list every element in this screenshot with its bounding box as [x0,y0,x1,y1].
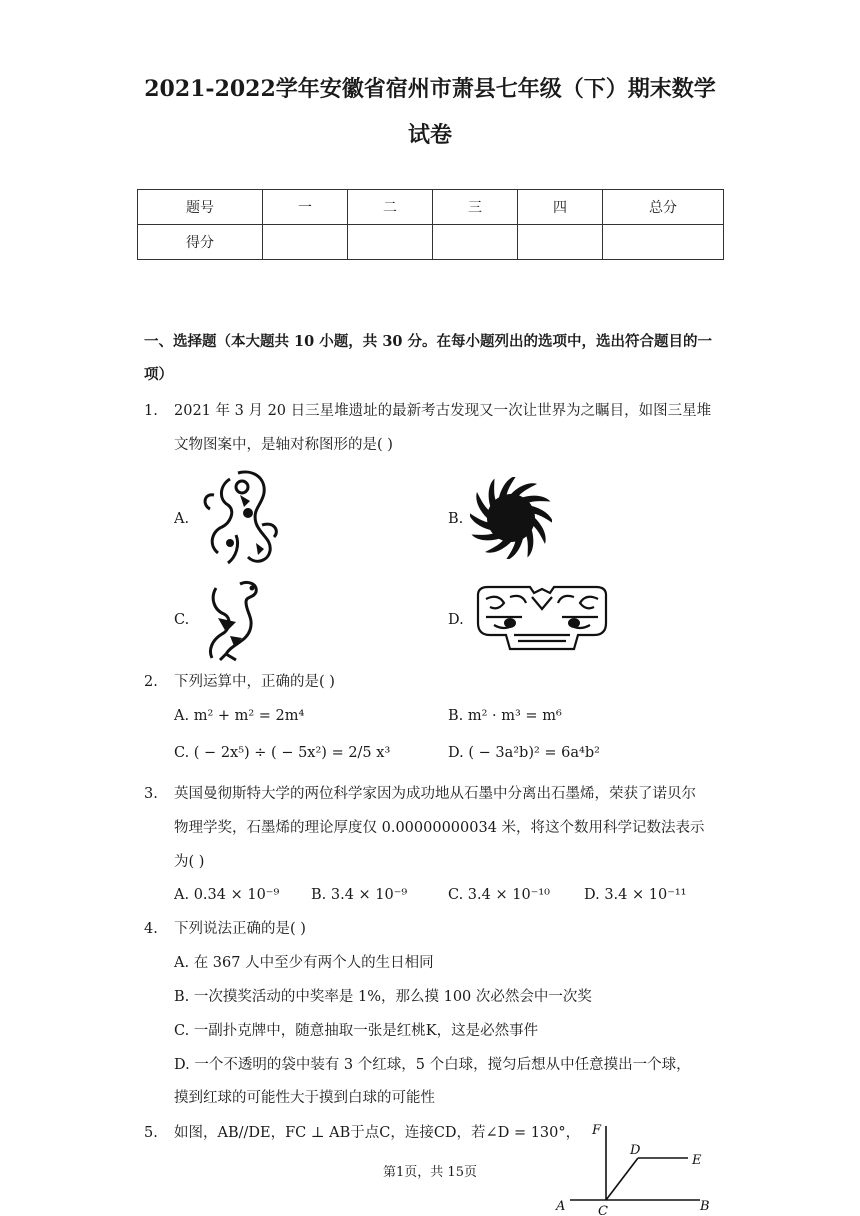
q1-option-a-label: A. [174,511,190,527]
score-header-cell: 一 [263,190,348,225]
q2-option-c: C. ( − 2x⁵) ÷ ( − 5x²) = 2/5 x³ [174,745,391,761]
q2-option-d: D. ( − 3a²b)² = 6a⁴b² [448,745,600,761]
q3-number: 3. [144,786,158,802]
q1-option-a-image [200,465,285,570]
q3-option-c: C. 3.4 × 10⁻¹⁰ [448,887,550,903]
score-row-label: 得分 [138,225,263,260]
label-a: A [556,1199,566,1214]
section1-heading-line2: 项） [144,366,173,383]
score-cell [263,225,348,260]
q5-number: 5. [144,1125,158,1141]
label-b: B [700,1199,710,1214]
q1-option-d-image [470,583,614,655]
score-table-header-row [138,190,724,225]
page-footer: 第1页，共 15页 [383,1165,477,1180]
q1-option-c-image [196,578,268,662]
score-header-cell: 题号 [138,190,263,225]
q2-option-b: B. m² · m³ = m⁶ [448,708,562,724]
q1-stem-line1: 2021 年 3 月 20 日三星堆遗址的最新考古发现又一次让世界为之瞩目，如图三星堆 [174,403,712,419]
q1-stem-line2: 文物图案中，是轴对称图形的是( ) [174,437,393,453]
q1-option-b-label: B. [448,511,464,527]
q1-option-b-image [470,477,552,559]
q2-number: 2. [144,674,158,690]
q5-stem: 如图，AB//DE，FC ⊥ AB于点C，连接CD，若∠D = 130°， [174,1125,581,1141]
score-cell [603,225,724,260]
q3-option-a: A. 0.34 × 10⁻⁹ [174,887,280,903]
q1-option-c-label: C. [174,612,190,628]
q4-option-d-line2: 摸到红球的可能性大于摸到白球的可能性 [174,1090,435,1106]
q3-stem-line2: 物理学奖，石墨烯的理论厚度仅 0.00000000034 米，将这个数用科学记数法表示 [174,820,705,836]
score-header-cell: 四 [518,190,603,225]
label-f: F [592,1123,602,1138]
score-table [137,189,724,260]
score-header-cell: 二 [348,190,433,225]
score-table-score-row [138,225,724,260]
q4-option-d-line1: D. 一个不透明的袋中装有 3 个红球，5 个白球，搅匀后想从中任意摸出一个球， [174,1057,691,1073]
q3-option-d: D. 3.4 × 10⁻¹¹ [584,887,687,903]
q4-option-a: A. 在 367 人中至少有两个人的生日相同 [174,955,434,971]
q1-option-d-label: D. [448,612,464,628]
score-header-cell: 总分 [603,190,724,225]
score-cell [433,225,518,260]
q4-stem: 下列说法正确的是( ) [174,921,306,937]
label-c: C [598,1204,608,1216]
section1-heading-line1: 一、选择题（本大题共 10 小题，共 30 分。在每小题列出的选项中，选出符合题目的一 [144,333,713,350]
score-cell [518,225,603,260]
label-e: E [692,1153,702,1168]
q4-option-c: C. 一副扑克牌中，随意抽取一张是红桃K，这是必然事件 [174,1023,539,1039]
q3-option-b: B. 3.4 × 10⁻⁹ [311,887,408,903]
q4-number: 4. [144,921,158,937]
q2-option-a: A. m² + m² = 2m⁴ [174,708,305,724]
score-header-cell: 三 [433,190,518,225]
q4-option-b: B. 一次摸奖活动的中奖率是 1%，那么摸 100 次必然会中一次奖 [174,989,592,1005]
doc-title-line2: 试卷 [407,122,452,148]
q3-stem-line3: 为( ) [174,854,205,870]
doc-title-line1: 2021-2022学年安徽省宿州市萧县七年级（下）期末数学 [144,76,716,102]
score-cell [348,225,433,260]
q3-stem-line1: 英国曼彻斯特大学的两位科学家因为成功地从石墨中分离出石墨烯，荣获了诺贝尔 [174,786,696,802]
q2-stem: 下列运算中，正确的是( ) [174,674,335,690]
label-d: D [630,1143,641,1158]
q1-number: 1. [144,403,158,419]
